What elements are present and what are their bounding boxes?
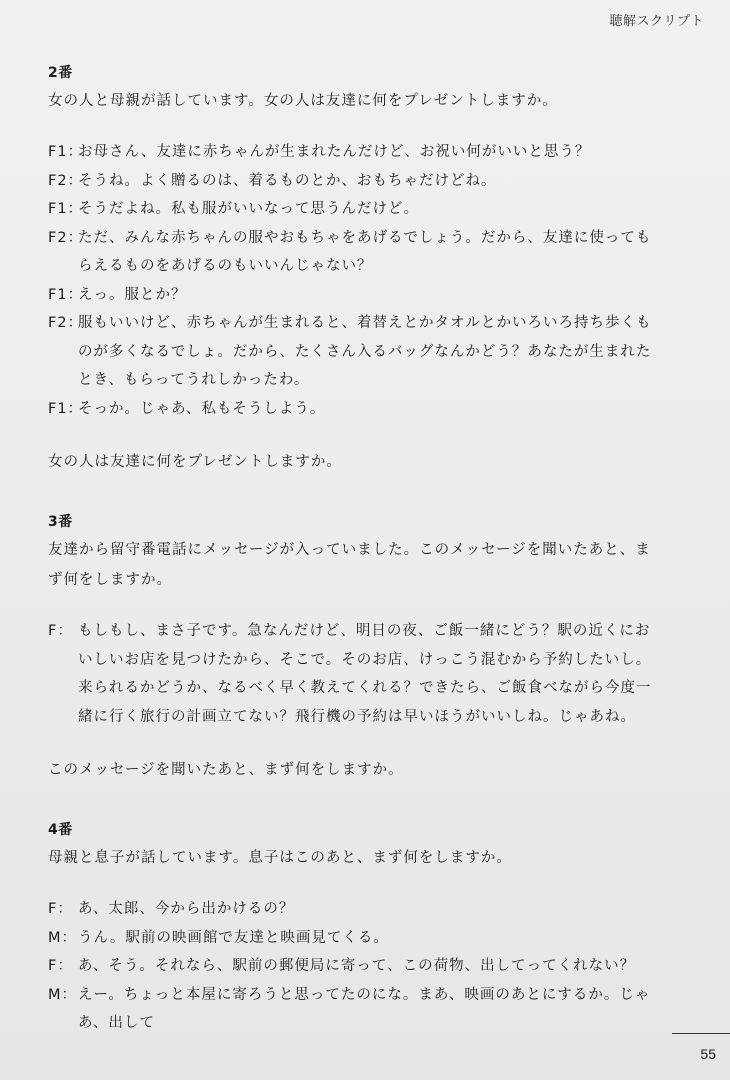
- speaker-label: F：: [48, 901, 73, 917]
- section-intro: 女の人と母親が話しています。女の人は友達に何をプレゼントしますか。: [48, 93, 558, 109]
- dialogue-line: [48, 981, 656, 1038]
- section-intro: 友達から留守番電話にメッセージが入っていました。このメッセージを聞いたあと、まず何をしますか。: [48, 542, 651, 588]
- line-text: そうね。よく贈るのは、着るものとか、おもちゃだけどね。: [78, 172, 497, 189]
- dialogue-line: [48, 617, 656, 731]
- line-text: うん。駅前の映画館で友達と映画見てくる。: [78, 929, 389, 946]
- footer-rule: [672, 1033, 730, 1034]
- line-text: お母さん、友達に赤ちゃんが生まれたんだけど、お祝い何がいいと思う？: [78, 144, 591, 160]
- dialogue-line: [48, 167, 656, 196]
- dialogue-line: [48, 138, 656, 167]
- speaker-label: M：: [48, 929, 78, 946]
- dialogue: [48, 895, 656, 1038]
- line-text: 服もいいけど、赤ちゃんが生まれると、着替えとかタオルとかいろいろ持ち歩くものが多くなるでしょ。だから、たくさん入るバッグなんかどう？あなたが生まれたとき、もらってうれしかったわ。: [78, 315, 652, 388]
- dialogue: [48, 138, 656, 423]
- dialogue-line: [48, 924, 656, 953]
- script-content: [48, 62, 656, 1072]
- speaker-label: F2：: [48, 229, 84, 246]
- dialogue-line: [48, 195, 656, 224]
- section-2: [48, 62, 656, 477]
- speaker-label: F：: [48, 623, 73, 639]
- dialogue-line: [48, 224, 656, 281]
- line-text: えっ。服とか？: [78, 286, 187, 303]
- page-number: 55: [700, 1046, 716, 1062]
- line-text: そうだよね。私も服がいいなって思うんだけど。: [78, 201, 419, 217]
- line-text: ただ、みんな赤ちゃんの服やおもちゃをあげるでしょう。だから、友達に使ってもらえるものをあげるのもいいんじゃない？: [78, 229, 652, 274]
- speaker-label: F1：: [48, 400, 84, 417]
- section-question: 女の人は友達に何をプレゼントしますか。: [48, 454, 342, 470]
- dialogue: [48, 617, 656, 731]
- speaker-label: F1：: [48, 144, 84, 160]
- section-title: 3番: [48, 514, 73, 530]
- speaker-label: F1：: [48, 201, 84, 217]
- section-4: [48, 819, 656, 1038]
- line-text: あ、そう。それなら、駅前の郵便局に寄って、この荷物、出してってくれない？: [78, 958, 636, 974]
- line-text: あ、太郎、今から出かけるの？: [78, 901, 295, 917]
- dialogue-line: [48, 952, 656, 981]
- speaker-label: M：: [48, 986, 78, 1003]
- line-text: えー。ちょっと本屋に寄ろうと思ってたのにな。まあ、映画のあとにするか。じゃあ、出して: [78, 986, 651, 1031]
- speaker-label: F：: [48, 958, 73, 974]
- speaker-label: F1：: [48, 286, 84, 303]
- line-text: そっか。じゃあ、私もそうしよう。: [78, 400, 326, 417]
- dialogue-line: [48, 281, 656, 310]
- section-title: 2番: [48, 65, 73, 81]
- section-question: このメッセージを聞いたあと、まず何をしますか。: [48, 762, 404, 778]
- dialogue-line: [48, 309, 656, 395]
- section-3: [48, 511, 656, 785]
- running-header: 聴解スクリプト: [609, 14, 704, 29]
- speaker-label: F2：: [48, 315, 84, 331]
- section-title: 4番: [48, 822, 73, 838]
- dialogue-line: [48, 395, 656, 424]
- line-text: もしもし、まさ子です。急なんだけど、明日の夜、ご飯一緒にどう？駅の近くにおいしいお店を見つけたから、そこで。そのお店、けっこう混むから予約したいし。来られるかどうか、なるべく早く教えてくれる？できたら、ご飯食べながら今度一緒に行く旅行の計画立てない？飛行機の予約は早いほうがいいしね。じゃあね。: [78, 623, 652, 725]
- section-intro: 母親と息子が話しています。息子はこのあと、まず何をしますか。: [48, 850, 512, 866]
- speaker-label: F2：: [48, 172, 84, 189]
- dialogue-line: [48, 895, 656, 924]
